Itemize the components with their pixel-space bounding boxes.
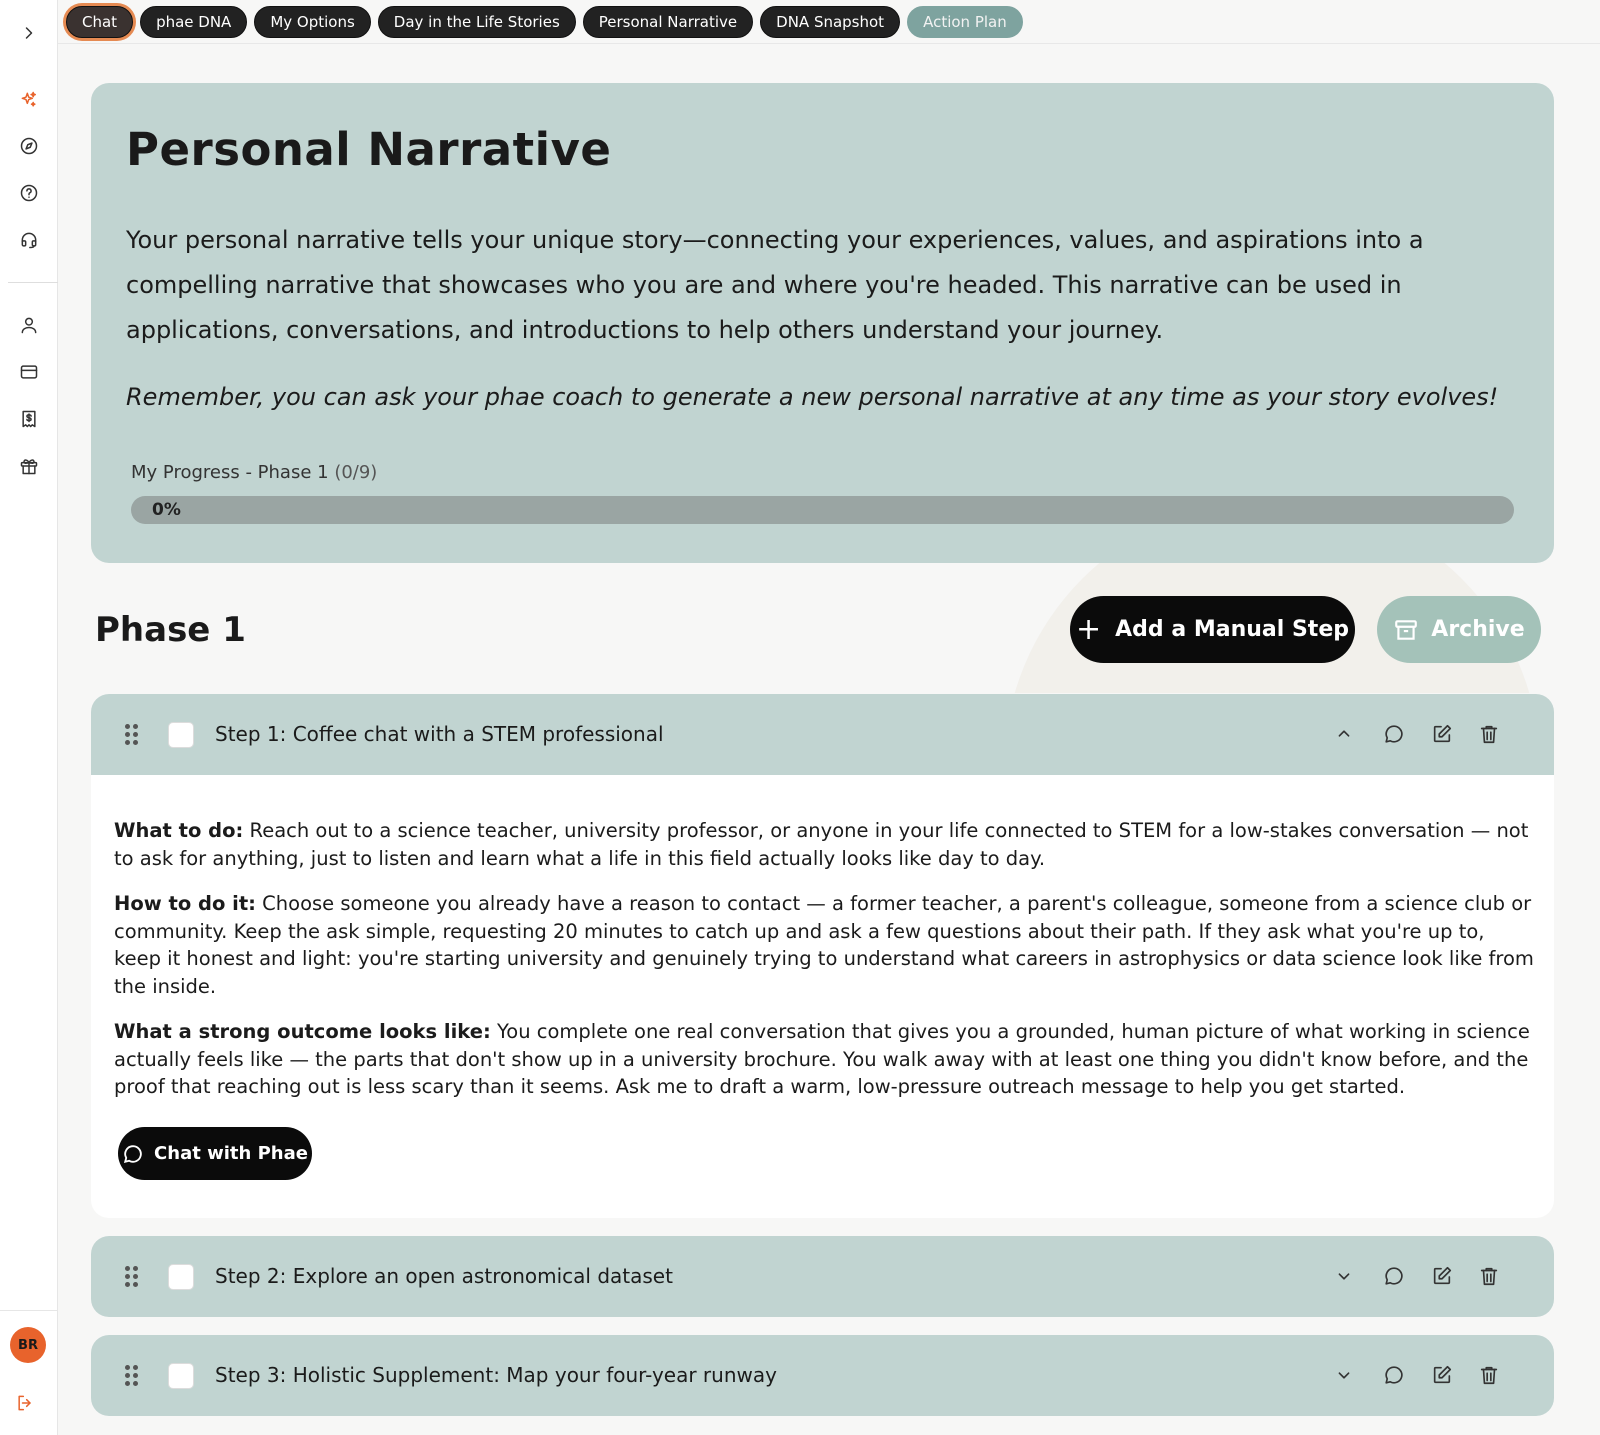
chevron-down-icon[interactable]: [1331, 1263, 1357, 1289]
how-to-do-it-text: Choose someone you already have a reason to contact — a former teacher, a parent's colleague, someone from a science club or community. Keep the ask simple, requesting 20 minutes to catch up and ask a few questions about their path. If they ask what you're up to, keep it honest and light: you're starting university and genuinely trying to understand what careers in astrophysics or data science look like from the inside.: [114, 892, 1534, 998]
step-checkbox[interactable]: [168, 722, 194, 748]
tab-bar: [66, 6, 1023, 38]
chevron-down-icon[interactable]: [1331, 1362, 1357, 1388]
trash-icon[interactable]: [1476, 1263, 1502, 1289]
what-to-do-label: What to do:: [114, 819, 244, 842]
avatar[interactable]: [10, 1327, 46, 1363]
what-to-do-paragraph: [114, 817, 1534, 872]
edit-icon[interactable]: [1429, 1362, 1455, 1388]
chevron-right-icon[interactable]: [14, 18, 44, 48]
progress-label: [131, 462, 377, 483]
tab-phae-dna[interactable]: phae DNA: [140, 6, 247, 38]
step-item-2[interactable]: [91, 1236, 1554, 1317]
add-manual-step-label: Add a Manual Step: [1115, 617, 1349, 642]
phase-title: Phase 1: [95, 610, 246, 650]
drag-handle-icon[interactable]: [125, 1266, 139, 1288]
step-checkbox[interactable]: [168, 1363, 194, 1389]
edit-icon[interactable]: [1429, 1263, 1455, 1289]
progress-bar: [131, 496, 1514, 524]
drag-handle-icon[interactable]: [125, 1365, 139, 1387]
headset-icon[interactable]: [14, 225, 44, 255]
add-manual-step-button[interactable]: [1070, 596, 1355, 663]
drag-handle-icon[interactable]: [125, 724, 139, 746]
strong-outcome-text: You complete one real conversation that gives you a grounded, human picture of what working in science actually feels like — the parts that don't show up in a university brochure. You walk away with at least one thing you didn't know before, and the proof that reaching out is less scary than it seems. Ask me to draft a warm, low-pressure outreach message to help you get started.: [114, 1020, 1530, 1099]
avatar-initials: BR: [18, 1337, 38, 1353]
narrative-reminder: Remember, you can ask your phae coach to generate a new personal narrative at any time as your story evolves!: [126, 383, 1499, 411]
gift-icon[interactable]: [14, 451, 44, 481]
how-to-do-it-paragraph: [114, 890, 1534, 1000]
step-item-1[interactable]: [91, 694, 1554, 775]
step-title: Step 2: Explore an open astronomical dataset: [215, 1264, 673, 1288]
tab-my-options[interactable]: My Options: [254, 6, 370, 38]
tab-bar-divider: [58, 43, 1600, 44]
dollar-receipt-icon[interactable]: [14, 404, 44, 434]
narrative-header-card: [91, 83, 1554, 563]
progress-count: (0/9): [334, 462, 378, 483]
progress-percent: 0%: [152, 500, 181, 520]
progress-label-text: My Progress - Phase 1: [131, 462, 329, 483]
chevron-up-icon[interactable]: [1331, 721, 1357, 747]
strong-outcome-paragraph: [114, 1018, 1534, 1101]
chat-with-phae-button[interactable]: [118, 1127, 312, 1180]
page-title: Personal Narrative: [126, 123, 612, 176]
help-circle-icon[interactable]: [14, 178, 44, 208]
archive-icon: [1393, 617, 1419, 643]
trash-icon[interactable]: [1476, 721, 1502, 747]
strong-outcome-label: What a strong outcome looks like:: [114, 1020, 491, 1043]
step-item-3[interactable]: [91, 1335, 1554, 1416]
plus-icon: +: [1076, 611, 1102, 647]
logout-icon[interactable]: [10, 1388, 40, 1418]
step-1-details: [91, 775, 1554, 1218]
what-to-do-text: Reach out to a science teacher, university professor, or anyone in your life connected to STEM for a low-stakes conversation — not to ask for anything, just to listen and learn what a life in this field actually looks like day to day.: [114, 819, 1529, 870]
sidebar: [0, 0, 58, 1435]
chat-bubble-icon[interactable]: [1381, 1362, 1407, 1388]
sidebar-divider: [0, 1310, 58, 1311]
tab-day-in-the-life-stories[interactable]: Day in the Life Stories: [378, 6, 576, 38]
tab-chat[interactable]: Chat: [66, 6, 133, 38]
edit-icon[interactable]: [1429, 721, 1455, 747]
archive-button[interactable]: [1377, 596, 1541, 663]
user-icon[interactable]: [14, 310, 44, 340]
tab-dna-snapshot[interactable]: DNA Snapshot: [760, 6, 900, 38]
step-checkbox[interactable]: [168, 1264, 194, 1290]
narrative-description: Your personal narrative tells your unique story—connecting your experiences, values, and aspirations into a compelling narrative that showcases who you are and where you're headed. This narrative can be used in applications, conversations, and introductions to help others understand your journey.: [126, 226, 1424, 344]
archive-label: Archive: [1431, 617, 1525, 642]
sparkle-icon[interactable]: [14, 85, 44, 115]
trash-icon[interactable]: [1476, 1362, 1502, 1388]
chat-bubble-icon: [122, 1143, 144, 1165]
chat-with-phae-label: Chat with Phae: [154, 1143, 308, 1164]
tab-personal-narrative[interactable]: Personal Narrative: [583, 6, 753, 38]
credit-card-icon[interactable]: [14, 357, 44, 387]
compass-icon[interactable]: [14, 131, 44, 161]
how-to-do-it-label: How to do it:: [114, 892, 256, 915]
chat-bubble-icon[interactable]: [1381, 1263, 1407, 1289]
chat-bubble-icon[interactable]: [1381, 721, 1407, 747]
sidebar-divider: [8, 282, 58, 283]
step-title: Step 3: Holistic Supplement: Map your four-year runway: [215, 1363, 777, 1387]
step-title: Step 1: Coffee chat with a STEM professional: [215, 722, 664, 746]
tab-action-plan[interactable]: Action Plan: [907, 6, 1023, 38]
